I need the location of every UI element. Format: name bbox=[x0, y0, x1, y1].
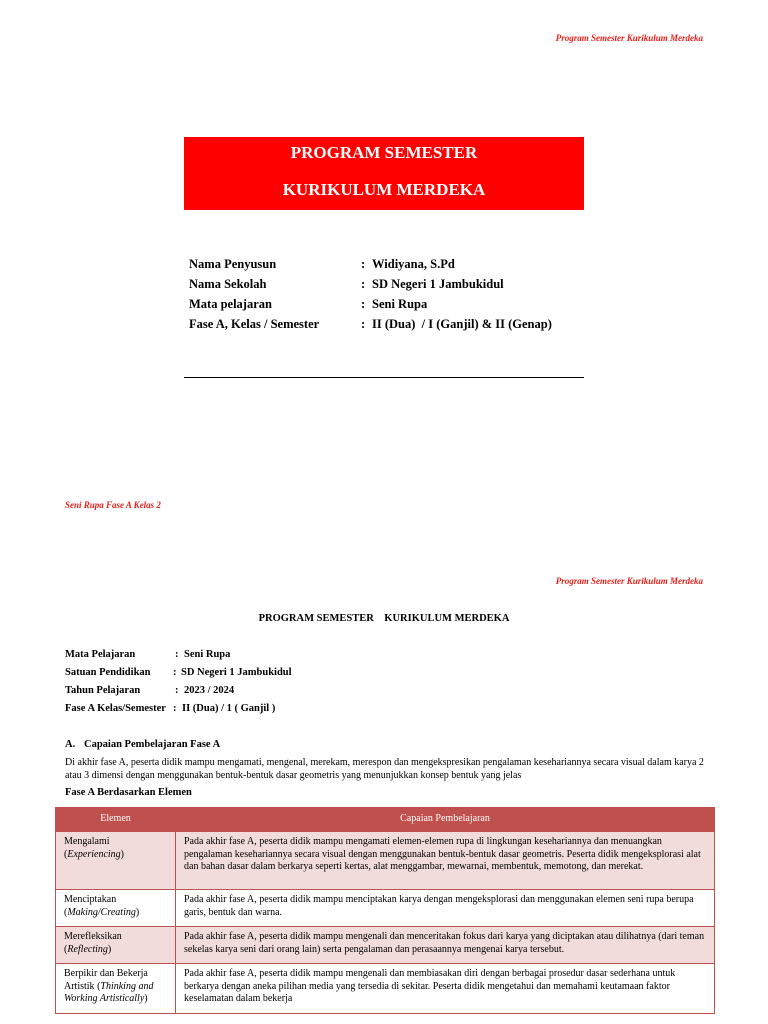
section-a-paragraph: Di akhir fase A, peserta didik mampu mengamati, mengenal, merekam, merespon dan mengekspresikan pengalaman kesehariannya secara visual dalam karya 2 atau 3 dimensi dengan menggunakan bentuk-bentuk dasar geometris yang menunjukkan konsep bentuk yang jelas bbox=[65, 757, 704, 781]
section-a-heading bbox=[65, 739, 220, 750]
meta-label: Tahun Pelajaran bbox=[65, 685, 141, 696]
meta-row bbox=[65, 703, 465, 721]
meta-label: Mata Pelajaran bbox=[65, 649, 136, 660]
meta-label: Satuan Pendidikan bbox=[65, 667, 151, 678]
elemen-subheading: Fase A Berdasarkan Elemen bbox=[65, 787, 192, 798]
section-title: Capaian Pembelajaran Fase A bbox=[84, 739, 221, 750]
elemen-name: Menciptakan bbox=[64, 894, 117, 905]
elemen-english: (Thinking and Working Artistically) bbox=[64, 980, 154, 1004]
meta-row bbox=[65, 667, 465, 685]
cover-info-row bbox=[189, 317, 609, 337]
page2-title: PROGRAM SEMESTER KURIKULUM MERDEKA bbox=[258, 613, 510, 624]
cover-info bbox=[189, 257, 609, 337]
section-number: A. bbox=[65, 739, 76, 750]
cover-info-row bbox=[189, 277, 609, 297]
capaian-table bbox=[55, 807, 715, 1014]
meta-colon: : bbox=[175, 685, 179, 696]
meta-colon: : bbox=[175, 649, 179, 660]
elemen-cell: Mengalami (Experiencing) bbox=[56, 832, 176, 890]
elemen-cell bbox=[56, 964, 176, 1014]
info-value: SD Negeri 1 Jambukidul bbox=[372, 277, 504, 291]
info-value: II (Dua) / I (Ganjil) & II (Genap) bbox=[372, 317, 552, 331]
info-label: Mata pelajaran bbox=[189, 297, 272, 311]
elemen-english: Making/Creating bbox=[67, 906, 136, 918]
capaian-cell: Pada akhir fase A, peserta didik mampu mengenali dan menceritakan fokus dari karya yang diciptakan atau dilihatnya (dari teman sekelas karya seni dari orang lain) serta pengalaman dan perasaannya mengenai karya tersebut. bbox=[176, 927, 715, 964]
elemen-name: Berpikir dan Bekerja Artistik bbox=[64, 968, 148, 992]
meta-value: Seni Rupa bbox=[184, 649, 231, 660]
elemen-name: Merefleksikan bbox=[64, 931, 122, 942]
cover-title-box bbox=[184, 137, 584, 210]
capaian-cell: Pada akhir fase A, peserta didik mampu menciptakan karya dengan mengeksplorasi dan menggunakan elemen seni rupa berupa garis, bentuk dan warna. bbox=[176, 890, 715, 927]
table-row bbox=[56, 927, 715, 964]
elemen-cell: Merefleksikan (Reflecting) bbox=[56, 927, 176, 964]
table-row bbox=[56, 832, 715, 890]
elemen-english: Reflecting bbox=[67, 943, 108, 955]
info-value: Seni Rupa bbox=[372, 297, 428, 311]
elemen-english: Experiencing bbox=[67, 848, 121, 860]
meta-label: Fase A Kelas/Semester bbox=[65, 703, 166, 714]
info-colon: : bbox=[361, 257, 366, 271]
info-label: Fase A, Kelas / Semester bbox=[189, 317, 320, 331]
running-header: Program Semester Kurikulum Merdeka bbox=[555, 33, 703, 43]
meta-value: II (Dua) / 1 ( Ganjil ) bbox=[182, 703, 276, 714]
meta-value: 2023 / 2024 bbox=[184, 685, 235, 696]
meta-value: SD Negeri 1 Jambukidul bbox=[181, 667, 292, 678]
info-colon: : bbox=[361, 277, 366, 291]
info-value: Widiyana, S.Pd bbox=[372, 257, 455, 271]
cover-info-row bbox=[189, 257, 609, 277]
info-colon: : bbox=[361, 297, 366, 311]
elemen-name: Mengalami bbox=[64, 836, 110, 847]
running-header-page2: Program Semester Kurikulum Merdeka bbox=[555, 576, 703, 586]
capaian-cell: Pada akhir fase A, peserta didik mampu mengenali dan membiasakan diri dengan berbagai prosedur dasar sederhana untuk berkarya dengan aneka pilihan media yang tersedia di sekitar. Peserta didik mengetahui dan memahami keutamaan faktor keselamatan dalam bekerja bbox=[176, 964, 715, 1014]
table-row bbox=[56, 890, 715, 927]
info-label: Nama Sekolah bbox=[189, 277, 267, 291]
table-row bbox=[56, 964, 715, 1014]
capaian-cell: Pada akhir fase A, peserta didik mampu mengamati elemen-elemen rupa di lingkungan kesehariannya dan menuangkan pengalaman kesehariannya secara visual dengan menggunakan bentuk-bentuk dasar geometris. Peserta didik mengeksplorasi alat dan bahan dasar dalam berkarya seperti kertas, alat menggambar, mewarnai, membentuk, memotong, dan merekat. bbox=[176, 832, 715, 890]
cover-divider bbox=[184, 377, 584, 378]
cover-title-line2: KURIKULUM MERDEKA bbox=[282, 180, 486, 199]
running-footer: Seni Rupa Fase A Kelas 2 bbox=[65, 500, 161, 510]
meta-row bbox=[65, 649, 465, 667]
elemen-cell: Menciptakan (Making/Creating) bbox=[56, 890, 176, 927]
meta-row bbox=[65, 685, 465, 703]
info-colon: : bbox=[361, 317, 366, 331]
meta-colon: : bbox=[173, 667, 177, 678]
cover-title-line1: PROGRAM SEMESTER bbox=[290, 143, 478, 162]
info-label: Nama Penyusun bbox=[189, 257, 277, 271]
cover-info-row bbox=[189, 297, 609, 317]
table-header-row bbox=[56, 808, 715, 832]
meta-colon: : bbox=[173, 703, 177, 714]
page2-meta bbox=[65, 649, 465, 721]
header-capaian: Capaian Pembelajaran bbox=[176, 808, 715, 832]
header-elemen: Elemen bbox=[56, 808, 176, 832]
